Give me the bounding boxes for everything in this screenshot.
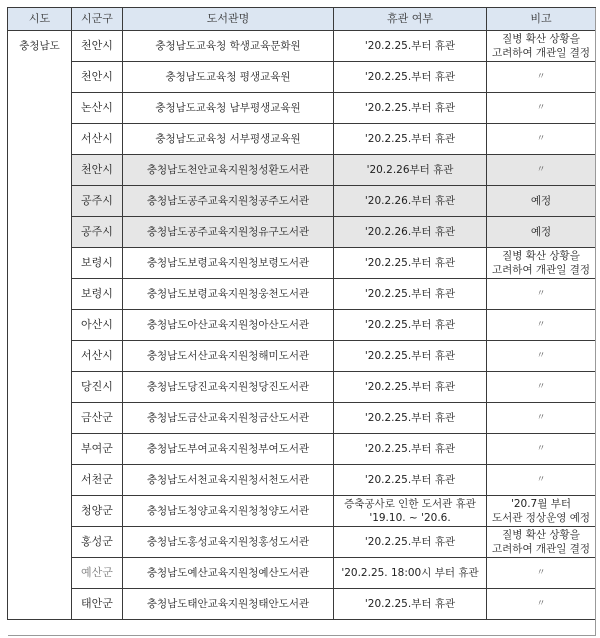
region-cell: 서천군 xyxy=(72,465,123,496)
library-cell: 충청남도청양교육지원청청양도서관 xyxy=(123,496,334,527)
region-cell: 당진시 xyxy=(72,372,123,403)
note-cell: 〃 xyxy=(487,124,596,155)
status-cell: '20.2.26.부터 휴관 xyxy=(334,186,487,217)
library-cell: 충청남도교육청 평생교육원 xyxy=(123,62,334,93)
note-cell: 예정 xyxy=(487,186,596,217)
status-cell: '20.2.25.부터 휴관 xyxy=(334,279,487,310)
note-cell: 〃 xyxy=(487,372,596,403)
table-row xyxy=(8,527,596,558)
library-cell: 충청남도서산교육지원청해미도서관 xyxy=(123,341,334,372)
note-line-1: 질병 확산 상황을 xyxy=(502,250,580,262)
status-cell: '20.2.25.부터 휴관 xyxy=(334,372,487,403)
note-cell: 〃 xyxy=(487,279,596,310)
region-cell: 보령시 xyxy=(72,279,123,310)
header-row xyxy=(8,8,596,31)
table-row xyxy=(8,93,596,124)
region-cell: 논산시 xyxy=(72,93,123,124)
region-cell: 예산군 xyxy=(72,558,123,589)
status-cell: '20.2.25. 18:00시 부터 휴관 xyxy=(334,558,487,589)
note-line-1: 질병 확산 상황을 xyxy=(502,33,580,45)
note-cell xyxy=(487,527,596,558)
table-row xyxy=(8,341,596,372)
table-shadow-bottom xyxy=(8,635,596,636)
status-cell: '20.2.25.부터 휴관 xyxy=(334,124,487,155)
note-cell xyxy=(487,496,596,527)
library-cell: 충청남도보령교육지원청웅천도서관 xyxy=(123,279,334,310)
region-cell: 보령시 xyxy=(72,248,123,279)
status-cell: '20.2.25.부터 휴관 xyxy=(334,31,487,62)
note-cell xyxy=(487,31,596,62)
header-library-name: 도서관명 xyxy=(123,8,334,31)
status-cell: '20.2.25.부터 휴관 xyxy=(334,310,487,341)
table-row-shaded xyxy=(8,217,596,248)
region-cell: 천안시 xyxy=(72,155,123,186)
status-line-1: 증축공사로 인한 도서관 휴관 xyxy=(344,498,476,510)
region-cell: 청양군 xyxy=(72,496,123,527)
table-row xyxy=(8,372,596,403)
note-cell: 〃 xyxy=(487,558,596,589)
note-cell: 〃 xyxy=(487,62,596,93)
note-cell: 〃 xyxy=(487,155,596,186)
region-cell: 천안시 xyxy=(72,31,123,62)
header-region: 시군구 xyxy=(72,8,123,31)
status-cell: '20.2.25.부터 휴관 xyxy=(334,93,487,124)
status-cell: '20.2.25.부터 휴관 xyxy=(334,434,487,465)
note-line-2: 고려하여 개관일 결정 xyxy=(492,543,590,555)
note-line-2: 도서관 정상운영 예정 xyxy=(492,512,590,524)
note-cell: 〃 xyxy=(487,434,596,465)
status-cell: '20.2.25.부터 휴관 xyxy=(334,527,487,558)
status-cell: '20.2.26부터 휴관 xyxy=(334,155,487,186)
region-cell: 공주시 xyxy=(72,186,123,217)
status-cell: '20.2.25.부터 휴관 xyxy=(334,465,487,496)
table-row-shaded xyxy=(8,155,596,186)
table-row xyxy=(8,310,596,341)
library-cell: 충청남도공주교육지원청유구도서관 xyxy=(123,217,334,248)
table-row xyxy=(8,558,596,589)
table-row xyxy=(8,31,596,62)
table-shadow-right xyxy=(595,8,596,635)
table-row xyxy=(8,589,596,620)
region-cell: 부여군 xyxy=(72,434,123,465)
table-row xyxy=(8,62,596,93)
library-cell: 충청남도교육청 남부평생교육원 xyxy=(123,93,334,124)
table-row xyxy=(8,124,596,155)
table-row xyxy=(8,279,596,310)
region-cell: 천안시 xyxy=(72,62,123,93)
library-cell: 충청남도교육청 서부평생교육원 xyxy=(123,124,334,155)
note-line-1: 질병 확산 상황을 xyxy=(502,529,580,541)
table-row xyxy=(8,465,596,496)
library-cell: 충청남도천안교육지원청성환도서관 xyxy=(123,155,334,186)
status-cell: '20.2.25.부터 휴관 xyxy=(334,341,487,372)
header-province: 시도 xyxy=(8,8,72,31)
region-cell: 아산시 xyxy=(72,310,123,341)
note-cell: 〃 xyxy=(487,589,596,620)
region-cell: 홍성군 xyxy=(72,527,123,558)
region-cell: 공주시 xyxy=(72,217,123,248)
status-cell: '20.2.26.부터 휴관 xyxy=(334,217,487,248)
note-cell: 〃 xyxy=(487,341,596,372)
table-row xyxy=(8,248,596,279)
library-cell: 충청남도아산교육지원청아산도서관 xyxy=(123,310,334,341)
note-cell: 예정 xyxy=(487,217,596,248)
note-line-2: 고려하여 개관일 결정 xyxy=(492,47,590,59)
library-cell: 충청남도홍성교육지원청홍성도서관 xyxy=(123,527,334,558)
header-closure-status: 휴관 여부 xyxy=(334,8,487,31)
status-line-2: '19.10. ~ '20.6. xyxy=(369,512,451,524)
table-row-shaded xyxy=(8,186,596,217)
status-cell: '20.2.25.부터 휴관 xyxy=(334,248,487,279)
library-cell: 충청남도서천교육지원청서천도서관 xyxy=(123,465,334,496)
library-cell: 충청남도태안교육지원청태안도서관 xyxy=(123,589,334,620)
status-cell: '20.2.25.부터 휴관 xyxy=(334,62,487,93)
library-closure-table xyxy=(7,7,596,620)
status-cell: '20.2.25.부터 휴관 xyxy=(334,403,487,434)
note-cell: 〃 xyxy=(487,403,596,434)
library-cell: 충청남도부여교육지원청부여도서관 xyxy=(123,434,334,465)
header-note: 비고 xyxy=(487,8,596,31)
library-cell: 충청남도보령교육지원청보령도서관 xyxy=(123,248,334,279)
note-cell: 〃 xyxy=(487,93,596,124)
status-cell xyxy=(334,496,487,527)
note-line-1: '20.7월 부터 xyxy=(510,498,572,510)
status-cell: '20.2.25.부터 휴관 xyxy=(334,589,487,620)
library-cell: 충청남도금산교육지원청금산도서관 xyxy=(123,403,334,434)
region-cell: 태안군 xyxy=(72,589,123,620)
note-cell: 〃 xyxy=(487,310,596,341)
note-cell: 〃 xyxy=(487,465,596,496)
table-row xyxy=(8,496,596,527)
table-row xyxy=(8,434,596,465)
note-line-2: 고려하여 개관일 결정 xyxy=(492,264,590,276)
library-cell: 충청남도공주교육지원청공주도서관 xyxy=(123,186,334,217)
table-row xyxy=(8,403,596,434)
library-cell: 충청남도예산교육지원청예산도서관 xyxy=(123,558,334,589)
note-cell xyxy=(487,248,596,279)
library-cell: 충청남도교육청 학생교육문화원 xyxy=(123,31,334,62)
region-cell: 서산시 xyxy=(72,124,123,155)
library-cell: 충청남도당진교육지원청당진도서관 xyxy=(123,372,334,403)
region-cell: 금산군 xyxy=(72,403,123,434)
province-cell: 충청남도 xyxy=(8,31,72,620)
region-cell: 서산시 xyxy=(72,341,123,372)
